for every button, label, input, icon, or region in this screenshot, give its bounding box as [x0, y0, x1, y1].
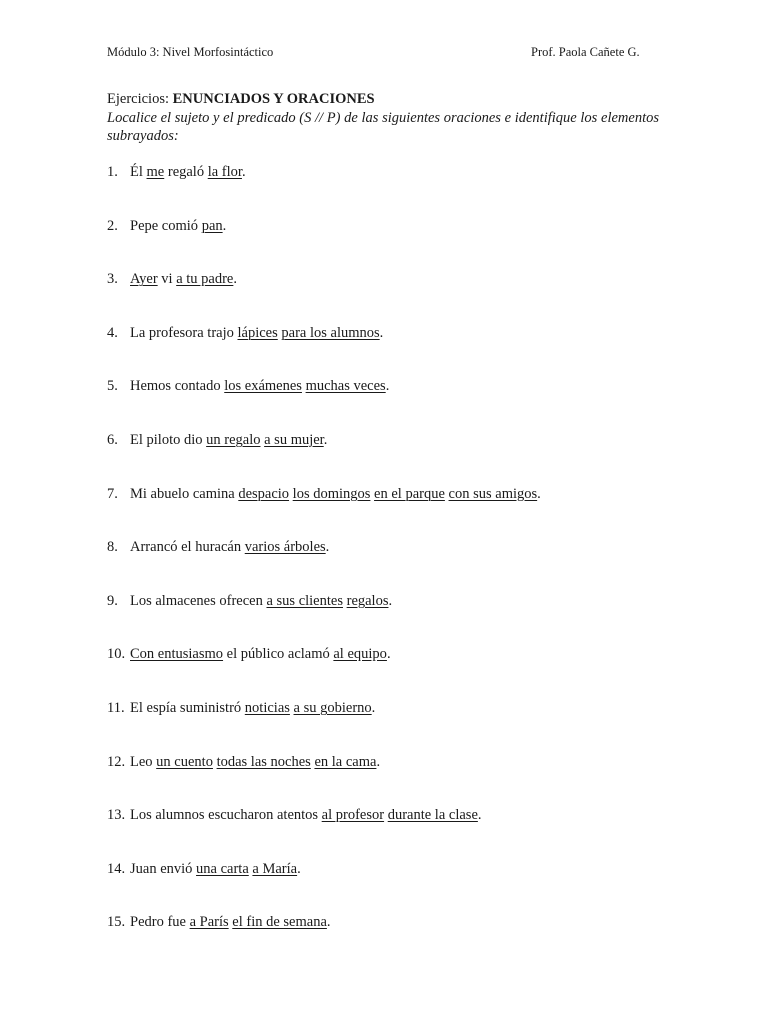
exercise-item — [107, 376, 389, 396]
title-topic: ENUNCIADOS Y ORACIONES — [172, 91, 375, 107]
exercise-number: 9. — [107, 592, 118, 609]
exercise-item — [107, 698, 375, 718]
underlined-element: un cuento — [156, 753, 213, 770]
underlined-element: Ayer — [130, 271, 158, 288]
sentence-text: . — [376, 753, 381, 770]
underlined-element: regalos — [346, 592, 389, 609]
sentence-text: La profesora trajo — [130, 324, 238, 341]
sentence-text: Juan envió — [130, 860, 197, 877]
sentence-text: Los alumnos escucharon atentos — [130, 807, 322, 824]
exercise-number: 8. — [107, 539, 118, 556]
underlined-element: despacio — [238, 485, 290, 502]
exercise-item — [107, 805, 482, 825]
sentence-text: . — [297, 860, 301, 877]
underlined-element: todas las noches — [216, 753, 311, 770]
sentence-text: . — [371, 700, 376, 716]
sentence-text: Pepe comió — [130, 217, 202, 234]
sentence-text: Leo — [130, 753, 157, 770]
exercise-title — [107, 91, 375, 108]
underlined-element: varios árboles — [244, 539, 326, 556]
exercise-item — [107, 216, 226, 236]
sentence-text: . — [379, 324, 384, 341]
sentence-text: vi — [157, 271, 177, 288]
underlined-element: el fin de semana — [232, 914, 327, 931]
exercise-number: 15. — [107, 914, 126, 931]
underlined-element: a su gobierno — [293, 700, 372, 716]
underlined-element: para los alumnos — [281, 324, 380, 341]
exercise-item — [107, 591, 392, 611]
underlined-element: con sus amigos — [448, 485, 538, 502]
underlined-element: a sus clientes — [266, 592, 343, 609]
sentence-text: regaló — [164, 164, 208, 180]
underlined-element: una carta — [196, 860, 249, 877]
underlined-element: pan — [201, 217, 223, 234]
underlined-element: al profesor — [321, 807, 385, 824]
underlined-element: los exámenes — [224, 378, 302, 395]
exercise-number: 3. — [107, 271, 118, 288]
underlined-element: noticias — [244, 700, 290, 716]
sentence-text: . — [386, 646, 391, 663]
sentence-text: . — [325, 539, 330, 556]
sentence-text: . — [326, 914, 331, 931]
exercise-item — [107, 912, 331, 932]
underlined-element: la flor — [207, 164, 242, 180]
sentence-text: . — [233, 271, 237, 288]
underlined-element: un regalo — [206, 432, 261, 448]
sentence-text: Los almacenes ofrecen — [130, 592, 267, 609]
exercise-item — [107, 430, 327, 450]
sentence-text: . — [241, 164, 246, 180]
underlined-element: Con entusiasmo — [130, 646, 224, 663]
exercise-item — [107, 323, 383, 343]
underlined-element: muchas veces — [305, 378, 386, 395]
underlined-element: en el parque — [374, 485, 445, 502]
sentence-text: . — [477, 807, 482, 824]
underlined-element: me — [146, 164, 165, 180]
sentence-text: Arrancó el huracán — [130, 539, 245, 556]
underlined-element: lápices — [237, 324, 278, 341]
sentence-text: . — [388, 592, 393, 609]
header-professor: Prof. Paola Cañete G. — [531, 45, 640, 59]
exercise-number: 11. — [107, 700, 125, 716]
underlined-element: a tu padre — [176, 271, 234, 288]
instructions: Localice el sujeto y el predicado (S // P) de las siguientes oraciones e identifique los elementos subrayados: — [107, 110, 659, 144]
exercise-number: 5. — [107, 378, 118, 395]
sentence-text: . — [222, 217, 227, 234]
sentence-text: . — [385, 378, 390, 395]
header-module: Módulo 3: Nivel Morfosintáctico — [107, 45, 274, 59]
underlined-element: los domingos — [292, 485, 371, 502]
exercise-item — [107, 484, 541, 504]
exercise-number: 6. — [107, 432, 118, 448]
exercise-number: 4. — [107, 324, 118, 341]
sentence-text: Mi abuelo camina — [130, 485, 239, 502]
sentence-text: Él — [130, 164, 147, 180]
underlined-element: al equipo — [333, 646, 387, 663]
title-prefix: Ejercicios: — [107, 91, 173, 107]
sentence-text: El piloto dio — [130, 432, 207, 448]
sentence-text: . — [323, 432, 328, 448]
underlined-element: durante la clase — [387, 807, 478, 824]
exercise-number: 14. — [107, 860, 126, 877]
exercise-number: 7. — [107, 485, 118, 502]
underlined-element: a su mujer — [264, 432, 324, 448]
exercise-item — [107, 269, 237, 289]
exercise-number: 1. — [107, 164, 118, 180]
underlined-element: a París — [189, 914, 229, 931]
exercise-item — [107, 162, 246, 182]
underlined-element: a María — [252, 860, 298, 877]
sentence-text: el público aclamó — [223, 646, 334, 663]
exercise-item — [107, 859, 301, 879]
exercise-number: 2. — [107, 217, 118, 234]
exercise-item — [107, 752, 380, 772]
exercise-item — [107, 644, 391, 664]
sentence-text: El espía suministró — [130, 700, 245, 716]
sentence-text: . — [537, 485, 541, 502]
exercise-number: 13. — [107, 807, 126, 824]
sentence-text: Pedro fue — [130, 914, 190, 931]
underlined-element: en la cama — [314, 753, 377, 770]
exercise-number: 12. — [107, 753, 126, 770]
exercise-item — [107, 537, 329, 557]
sentence-text: Hemos contado — [130, 378, 225, 395]
exercise-number: 10. — [107, 646, 126, 663]
